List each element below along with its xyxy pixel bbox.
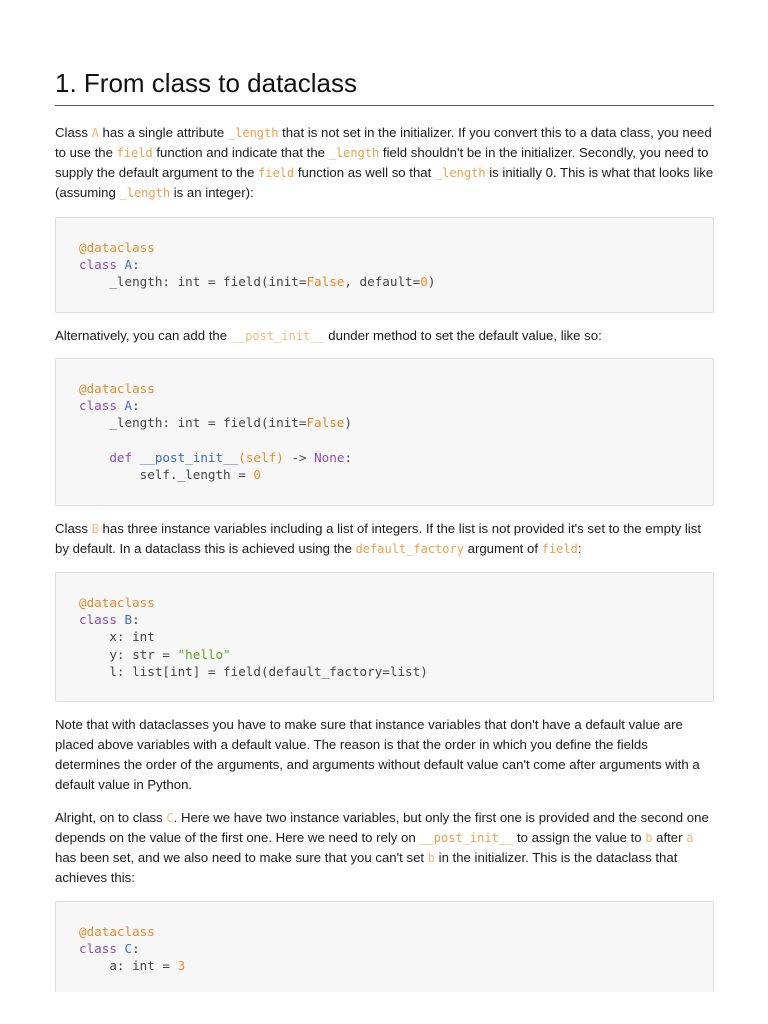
keyword: def — [79, 449, 133, 465]
boolean: False — [306, 415, 345, 431]
text: is initially 0. This is what that looks like (assuming — [55, 165, 714, 200]
code-punct: -> — [283, 449, 315, 465]
text: to assign the value to — [513, 830, 646, 845]
code-block-class-c — [55, 901, 714, 992]
code-text — [79, 380, 352, 483]
signature: (self) — [238, 449, 284, 465]
code-line: l: list[int] = field(default_factory=list) — [79, 663, 428, 679]
code-line: x: int — [79, 629, 155, 645]
inline-code: _length — [227, 126, 279, 140]
function-name: __post_init__ — [139, 449, 239, 465]
number: 0 — [420, 274, 428, 290]
text: in the initializer. This is the dataclass that achieves this: — [55, 850, 678, 885]
code-text — [79, 923, 185, 975]
code-punct: ) — [427, 274, 436, 290]
inline-code: A — [91, 126, 99, 140]
paragraph-class-b — [55, 519, 714, 559]
code-line: _length: int = field(init= — [79, 274, 307, 290]
paragraph-class-a — [55, 123, 714, 203]
text: argument of — [463, 541, 542, 556]
code-text — [79, 239, 435, 291]
code-punct: : — [132, 612, 140, 628]
code-block-class-a-field — [55, 217, 714, 313]
inline-code: default_factory — [355, 542, 464, 556]
text: . Here we have two instance variables, but only the first one is provided and the second one depends on the value of the first one. Here we need to rely on — [55, 810, 709, 845]
keyword: class — [79, 257, 117, 273]
number: 0 — [253, 467, 261, 483]
text: dunder method to set the default value, like so: — [324, 328, 602, 343]
inline-code: a — [686, 831, 694, 845]
code-line: , default= — [344, 274, 421, 290]
text: has three instance variables including a list of integers. If the list is not provided it's set to the empty list by default. In a dataclass this is achieved using the — [55, 521, 701, 556]
text: has been set, and we also need to make sure that you can't set — [55, 850, 428, 865]
paragraph-class-c — [55, 808, 714, 888]
inline-code: field — [541, 542, 578, 556]
code-block-class-a-post-init — [55, 358, 714, 506]
inline-code: C — [166, 811, 174, 825]
text: after — [652, 830, 687, 845]
inline-code: b — [645, 831, 653, 845]
decorator: @dataclass — [79, 595, 155, 610]
code-line: self._length = — [79, 467, 254, 483]
code-line: _length: int = field(init= — [79, 415, 307, 431]
decorator: @dataclass — [79, 381, 155, 396]
text: is an integer): — [170, 185, 254, 200]
keyword: class — [79, 941, 117, 957]
text: Class — [55, 521, 92, 536]
text: : — [577, 541, 582, 556]
text: field shouldn't be in the initializer. Secondly, you need to supply the default argument to the — [55, 145, 709, 180]
text: Alternatively, you can add the — [55, 328, 231, 343]
class-name: A — [124, 257, 133, 273]
inline-code: _length — [328, 146, 380, 160]
heading-divider — [55, 105, 714, 106]
code-block-class-b — [55, 572, 714, 702]
string: "hello" — [177, 646, 231, 662]
text: Alright, on to class — [55, 810, 167, 825]
text: that is not set in the initializer. If you convert this to a data class, you need to use the — [55, 125, 712, 160]
code-punct: : — [132, 257, 140, 273]
inline-code: __post_init__ — [419, 831, 514, 845]
none-keyword: None — [314, 449, 345, 465]
class-name: A — [124, 398, 133, 414]
boolean: False — [306, 274, 345, 290]
class-name: B — [124, 612, 133, 628]
code-punct: : — [344, 449, 353, 465]
text: function as well so that — [294, 165, 435, 180]
section-heading: 1. From class to dataclass — [55, 68, 357, 98]
inline-code: _length — [434, 166, 486, 180]
code-text — [79, 594, 428, 680]
class-name: C — [124, 941, 133, 957]
decorator: @dataclass — [79, 924, 155, 939]
inline-code: _length — [119, 186, 171, 200]
code-punct: : — [132, 398, 140, 414]
inline-code: __post_init__ — [230, 329, 325, 343]
code-line: a: int = — [79, 958, 178, 974]
code-line: y: str = — [79, 646, 178, 662]
inline-code: field — [258, 166, 295, 180]
inline-code: b — [427, 851, 435, 865]
keyword: class — [79, 398, 117, 414]
paragraph-post-init — [55, 326, 714, 346]
text: Class — [55, 125, 92, 140]
inline-code: field — [116, 146, 153, 160]
text: function and indicate that the — [152, 145, 329, 160]
number: 3 — [177, 958, 186, 974]
inline-code: B — [91, 522, 99, 536]
text: has a single attribute — [98, 125, 228, 140]
keyword: class — [79, 612, 117, 628]
decorator: @dataclass — [79, 240, 155, 255]
code-punct: ) — [344, 415, 352, 431]
paragraph-ordering-note: Note that with dataclasses you have to make sure that instance variables that don't have a default value are placed above variables with a default value. The reason is that the order in which you define the fields determines the order of the arguments, and arguments without default value can't come after arguments with a default value in Python. — [55, 717, 700, 792]
code-punct: : — [132, 941, 140, 957]
